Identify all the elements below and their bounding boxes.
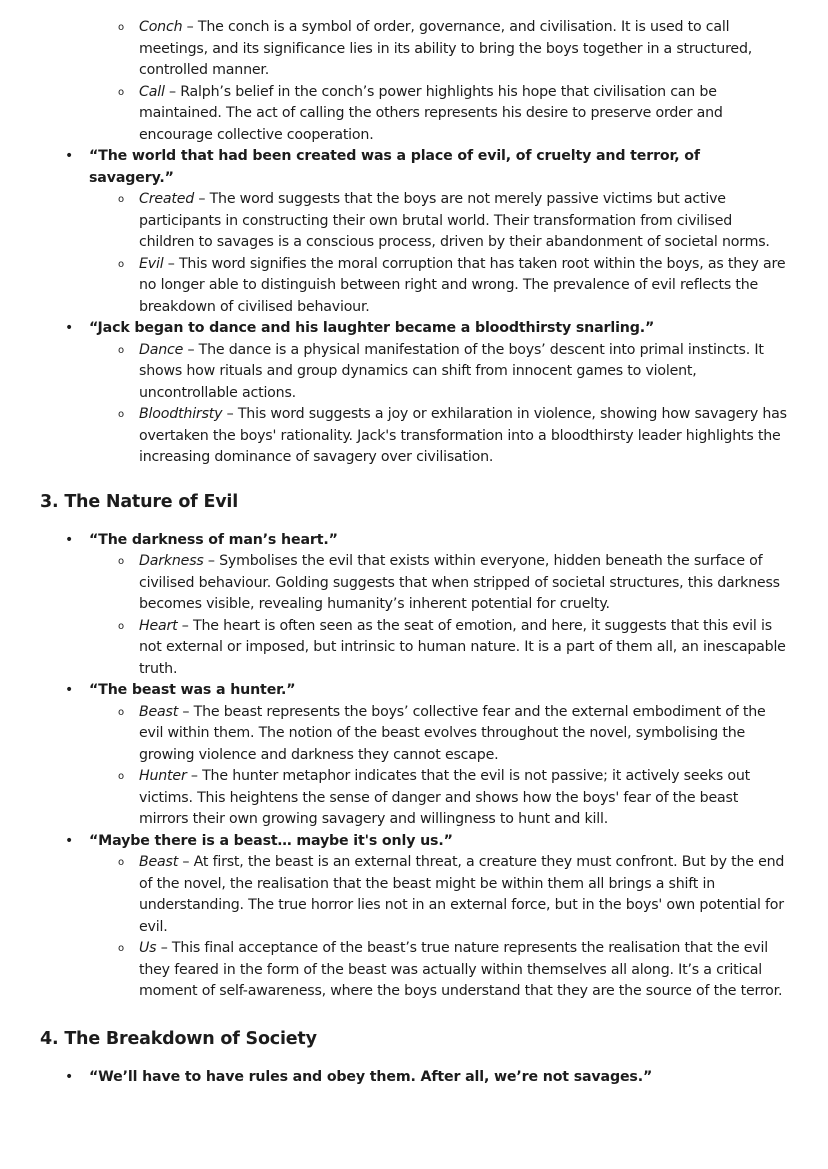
sub-item-conch xyxy=(118,17,789,82)
quote-item xyxy=(0,318,828,469)
sub-item-beast-2 xyxy=(118,852,789,938)
hollow-bullet-icon: o xyxy=(118,344,124,356)
dash: – xyxy=(194,191,210,207)
analysis-text: This word suggests a joy or exhilaration in violence, showing how savagery has overtaken the boys' rationality. Jack's transformation into a bloodthirsty leader highlights the increasing dominance of savagery over civilisation. xyxy=(139,406,787,465)
hollow-bullet-icon: o xyxy=(118,556,124,567)
filled-bullet-icon: • xyxy=(65,531,74,548)
hollow-bullet-icon: o xyxy=(118,194,124,205)
filled-bullet-icon: • xyxy=(65,1068,74,1085)
dash: – xyxy=(163,255,179,272)
dash: – xyxy=(222,406,238,422)
hollow-bullet-icon: o xyxy=(118,258,124,270)
analysis-text: The beast represents the boys’ collective fear and the external embodiment of the evil within them. The notion of the beast evolves throughout the novel, symbolising the growing violence and darkness they cannot escape. xyxy=(139,703,766,763)
analysis-text: Ralph’s belief in the conch’s power highlights his hope that civilisation can be maintained. The act of calling the others represents his desire to preserve order and encourage collective cooperation. xyxy=(139,83,723,143)
quote-text: “The world that had been created was a place of evil, of cruelty and terror, of savagery.” xyxy=(89,148,700,186)
sub-item-evil xyxy=(118,254,789,319)
sub-item-us xyxy=(118,938,789,1003)
quote-item xyxy=(0,1067,828,1089)
analysis-text: The hunter metaphor indicates that the evil is not passive; it actively seeks out victims. This heightens the sense of danger and shows how the boys' fear of the beast mirrors their own growing savagery and willingness to hunt and kill. xyxy=(139,768,751,827)
keyword: Bloodthirsty xyxy=(139,406,223,422)
keyword: Darkness xyxy=(139,553,204,569)
analysis-text: At first, the beast is an external threat, a creature they must confront. But by the end of the novel, the realisation that the beast might be within them all brings a shift in understanding. The true horror lies not in an external force, but in the boys' own potential for evil. xyxy=(139,854,785,935)
dash: – xyxy=(164,83,181,100)
quote-item xyxy=(0,530,828,681)
keyword: Hunter xyxy=(139,768,187,784)
dash: – xyxy=(203,553,220,569)
hollow-bullet-icon: o xyxy=(118,409,124,420)
filled-bullet-icon: • xyxy=(65,832,74,849)
continued-quote-list xyxy=(0,146,828,469)
quote-item xyxy=(0,146,828,318)
analysis-list xyxy=(89,189,788,318)
keyword: Heart xyxy=(139,617,178,634)
quote-item xyxy=(0,680,828,831)
hollow-bullet-icon: o xyxy=(118,943,124,954)
keyword: Dance xyxy=(139,341,184,358)
hollow-bullet-icon: o xyxy=(118,620,124,632)
section-heading: 4. The Breakdown of Society xyxy=(40,1028,317,1049)
dash: – xyxy=(178,703,194,720)
hollow-bullet-icon: o xyxy=(118,857,124,868)
dash: – xyxy=(156,940,172,956)
analysis-list xyxy=(89,702,788,831)
quote-item xyxy=(0,831,828,1003)
analysis-text: This word signifies the moral corruption that has taken root within the boys, as they are no longer able to distinguish between right and wrong. The prevalence of evil reflects the breakdown of civilised behaviour. xyxy=(139,255,786,315)
keyword: Created xyxy=(139,191,195,207)
continued-sub-list xyxy=(89,17,828,146)
filled-bullet-icon: • xyxy=(65,148,74,164)
keyword: Beast xyxy=(139,703,179,720)
dash: – xyxy=(177,617,194,634)
sub-item-heart xyxy=(118,616,789,681)
keyword: Call xyxy=(139,83,165,100)
keyword: Beast xyxy=(139,854,179,870)
analysis-text: The word suggests that the boys are not merely passive victims but active participants in constructing their own brutal world. Their transformation from civilised children to savages is a conscious process, driven by their abandonment of societal norms. xyxy=(139,191,770,250)
analysis-text: This final acceptance of the beast’s true nature represents the realisation that the evil they feared in the form of the beast was actually within themselves all along. It’s a critical moment of self-awareness, where the boys understand that they are the source of the terror. xyxy=(139,940,783,999)
keyword: Us xyxy=(139,940,157,956)
sub-item-darkness xyxy=(118,551,789,616)
analysis-text: The heart is often seen as the seat of emotion, and here, it suggests that this evil is not external or imposed, but intrinsic to human nature. It is a part of them all, an inescapable truth. xyxy=(139,617,786,677)
analysis-list xyxy=(89,340,788,469)
section-heading: 3. The Nature of Evil xyxy=(40,491,239,512)
quote-text: “Maybe there is a beast… maybe it's only us.” xyxy=(89,832,453,849)
quote-list xyxy=(0,530,828,1003)
hollow-bullet-icon: o xyxy=(118,771,124,782)
analysis-list xyxy=(89,551,788,680)
hollow-bullet-icon: o xyxy=(118,22,124,33)
sub-item-bloodthirsty xyxy=(118,404,789,469)
analysis-list xyxy=(89,852,788,1003)
analysis-text: Symbolises the evil that exists within everyone, hidden beneath the surface of civilised behaviour. Golding suggests that when stripped of societal structures, this darkness becomes visible, revealing humanity’s inherent potential for cruelty. xyxy=(139,553,780,612)
quote-list xyxy=(0,1067,828,1089)
analysis-text: The conch is a symbol of order, governance, and civilisation. It is used to call meetings, and its significance lies in its ability to bring the boys together in a structured, controlled manner. xyxy=(139,19,753,78)
dash: – xyxy=(183,341,199,358)
filled-bullet-icon: • xyxy=(65,682,74,698)
hollow-bullet-icon: o xyxy=(118,86,124,98)
sub-item-call xyxy=(118,82,789,147)
dash: – xyxy=(178,854,194,870)
sub-item-dance xyxy=(118,340,789,405)
keyword: Evil xyxy=(139,255,164,272)
analysis-text: The dance is a physical manifestation of the boys’ descent into primal instincts. It shows how rituals and group dynamics can shift from innocent games to violent, uncontrollable actions. xyxy=(139,341,764,401)
quote-text: “Jack began to dance and his laughter became a bloodthirsty snarling.” xyxy=(89,320,655,336)
dash: – xyxy=(186,768,203,784)
quote-text: “The darkness of man’s heart.” xyxy=(89,531,338,548)
filled-bullet-icon: • xyxy=(65,320,74,336)
dash: – xyxy=(182,19,198,35)
quote-text: “We’ll have to have rules and obey them. After all, we’re not savages.” xyxy=(89,1068,653,1085)
quote-text: “The beast was a hunter.” xyxy=(89,682,296,698)
sub-item-beast xyxy=(118,702,789,767)
sub-item-created xyxy=(118,189,789,254)
keyword: Conch xyxy=(139,19,183,35)
hollow-bullet-icon: o xyxy=(118,706,124,718)
sub-item-hunter xyxy=(118,766,789,831)
